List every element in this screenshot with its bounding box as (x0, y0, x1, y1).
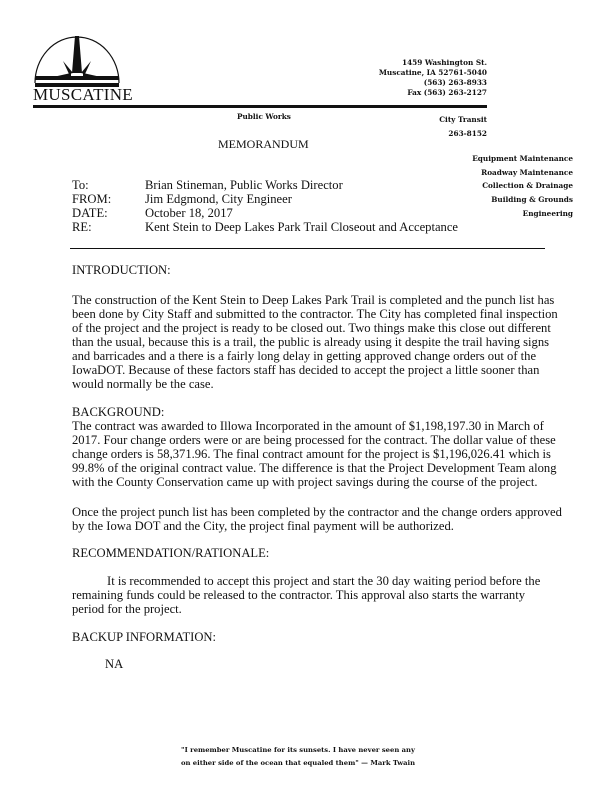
field-date (72, 206, 458, 220)
division: Roadway Maintenance (481, 167, 573, 177)
memo-title: MEMORANDUM (218, 137, 309, 151)
header-rule (33, 105, 487, 108)
text-line: by the Iowa DOT and the City, the project final payment will be authorized. (72, 519, 454, 533)
lighthouse-sunset-icon (33, 33, 121, 91)
fax: Fax (563) 263-2127 (407, 88, 487, 97)
phone: (563) 263-8933 (423, 78, 487, 87)
text-line: period for the project. (72, 602, 182, 616)
text-line: and barricades and a there is a fairly long delay in getting approved change orders out of the (72, 349, 537, 363)
footer-quote (0, 744, 614, 770)
transit-name: City Transit (439, 115, 487, 124)
intro-paragraph (72, 293, 558, 391)
recommendation-paragraph (72, 574, 540, 616)
intro-heading: INTRODUCTION: (72, 263, 171, 277)
background-heading: BACKGROUND: (72, 405, 165, 419)
text-line: would normally be the case. (72, 377, 214, 391)
division: Building & Grounds (491, 195, 573, 205)
text-line: The contract was awarded to Illowa Incorporated in the amount of $1,198,197.30 in March of (72, 419, 544, 433)
quote-line: "I remember Muscatine for its sunsets. I have never seen any (181, 746, 415, 754)
field-to (72, 178, 458, 192)
division: Engineering (522, 208, 573, 218)
text-line: of the project and the project is ready to be closed out. Two things make this close out different (72, 321, 551, 335)
background-paragraph (72, 419, 557, 489)
logo-text: MUSCATINE (33, 85, 133, 104)
field-from (72, 192, 458, 206)
division: Collection & Drainage (482, 181, 573, 191)
text-line: 99.8% of the original contract value. The difference is that the Project Development Team along (72, 461, 557, 475)
field-re (72, 220, 458, 234)
divisions-list (472, 152, 573, 221)
text-line: It is recommended to accept this project and start the 30 day waiting period before the (107, 574, 541, 588)
text-line: remaining funds could be released to the contractor. This approval also starts the warranty (72, 588, 525, 602)
text-line: 2017. Four change orders were or are being processed for the contract. The dollar value of these (72, 433, 556, 447)
quote-line: on either side of the ocean that equaled them" — Mark Twain (180, 759, 416, 767)
backup-value: NA (105, 657, 124, 671)
field-value: Kent Stein to Deep Lakes Park Trail Closeout and Acceptance (145, 220, 459, 234)
city-logo (33, 33, 133, 104)
payment-paragraph (72, 505, 562, 533)
fields-rule (70, 248, 545, 249)
address-line: Muscatine, IA 52761-5040 (378, 68, 487, 77)
address-block (379, 58, 487, 98)
text-line: been done by City Staff and submitted to the contractor. The City has completed final inspection (72, 307, 558, 321)
division: Equipment Maintenance (472, 154, 573, 163)
field-label: To: (72, 178, 89, 192)
text-line: Once the project punch list has been completed by the contractor and the change orders approved (72, 505, 562, 519)
backup-heading: BACKUP INFORMATION: (72, 630, 217, 644)
text-line: change orders is 58,371.96. The final contract amount for the project is $1,196,026.41 which is (72, 447, 551, 461)
field-value: October 18, 2017 (145, 206, 233, 220)
memo-fields (72, 178, 458, 234)
text-line: than the usual, because this is a trail, the public is already using it despite the trail having signs (72, 335, 550, 349)
transit-block (439, 113, 487, 141)
field-label: RE: (72, 220, 92, 234)
text-line: The construction of the Kent Stein to Deep Lakes Park Trail is completed and the punch list has (72, 293, 555, 307)
field-value: Jim Edgmond, City Engineer (145, 192, 292, 206)
text-line: with the County Conservation came up with project savings during the course of the project. (72, 475, 538, 489)
address-line: 1459 Washington St. (402, 58, 487, 67)
field-value: Brian Stineman, Public Works Director (145, 178, 343, 192)
department-name: Public Works (237, 112, 291, 121)
transit-phone: 263-8152 (448, 129, 487, 138)
recommendation-heading: RECOMMENDATION/RATIONALE: (72, 546, 270, 560)
field-label: FROM: (72, 192, 112, 206)
field-label: DATE: (72, 206, 108, 220)
text-line: IowaDOT. Because of these factors staff has decided to accept the project a little sooner than (72, 363, 540, 377)
